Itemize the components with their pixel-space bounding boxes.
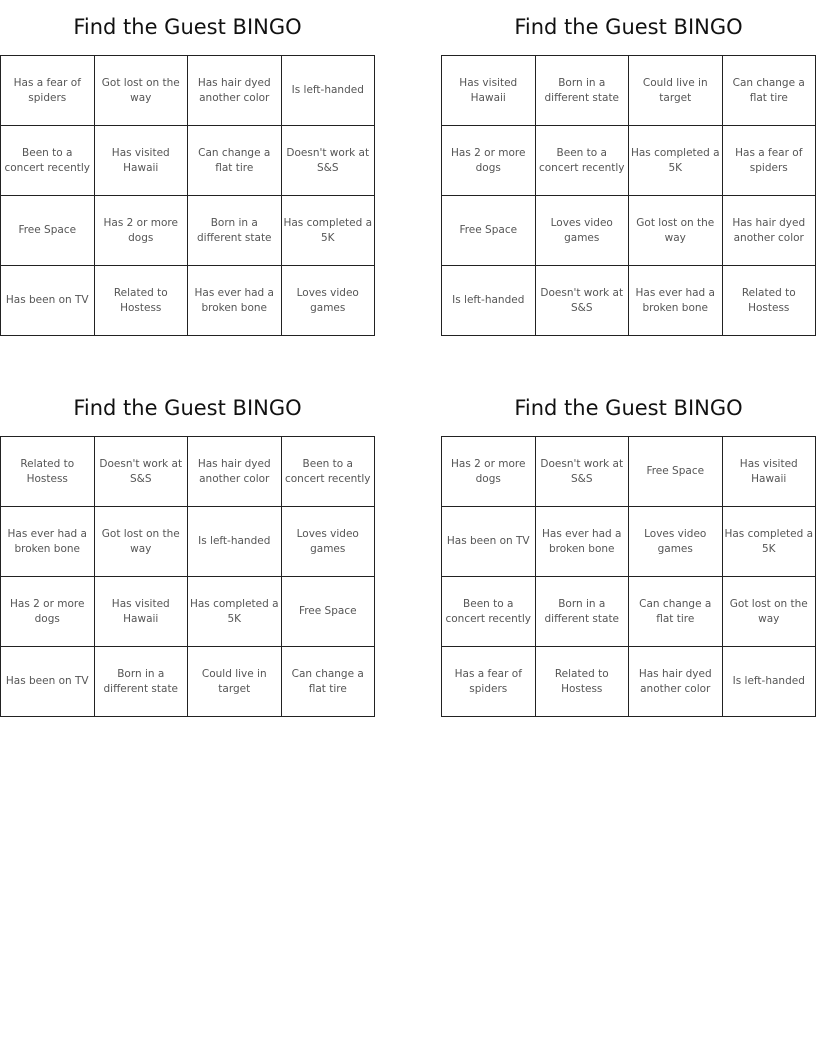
bingo-cell: Doesn't work at S&S (535, 266, 629, 336)
bingo-cell: Born in a different state (535, 577, 629, 647)
bingo-row (442, 577, 816, 647)
bingo-cell: Born in a different state (188, 196, 282, 266)
bingo-cell: Has ever had a broken bone (188, 266, 282, 336)
bingo-grid (0, 55, 375, 336)
bingo-grid (441, 55, 816, 336)
bingo-row (442, 507, 816, 577)
bingo-row (1, 126, 375, 196)
bingo-cell: Has a fear of spiders (1, 56, 95, 126)
bingo-cell: Has a fear of spiders (722, 126, 816, 196)
bingo-cell: Has hair dyed another color (188, 56, 282, 126)
bingo-row (1, 647, 375, 717)
bingo-cell: Has completed a 5K (188, 577, 282, 647)
bingo-cell: Has ever had a broken bone (535, 507, 629, 577)
bingo-cell: Loves video games (281, 507, 375, 577)
bingo-cell: Could live in target (629, 56, 723, 126)
bingo-cell: Has visited Hawaii (94, 126, 188, 196)
bingo-cell: Has visited Hawaii (94, 577, 188, 647)
bingo-cell: Is left-handed (188, 507, 282, 577)
bingo-cell: Loves video games (629, 507, 723, 577)
bingo-grid (0, 436, 375, 717)
card-title: Find the Guest BINGO (514, 396, 743, 420)
bingo-row (442, 266, 816, 336)
bingo-row (442, 437, 816, 507)
bingo-cell: Has hair dyed another color (722, 196, 816, 266)
bingo-cell: Born in a different state (94, 647, 188, 717)
bingo-row (1, 577, 375, 647)
bingo-row (442, 126, 816, 196)
bingo-cell: Related to Hostess (1, 437, 95, 507)
card-title: Find the Guest BINGO (73, 396, 302, 420)
card-title: Find the Guest BINGO (73, 15, 302, 39)
bingo-cell: Been to a concert recently (442, 577, 536, 647)
bingo-row (1, 437, 375, 507)
bingo-row (442, 196, 816, 266)
bingo-cell: Can change a flat tire (188, 126, 282, 196)
bingo-cell: Has hair dyed another color (629, 647, 723, 717)
bingo-cell: Can change a flat tire (629, 577, 723, 647)
bingo-cell: Can change a flat tire (722, 56, 816, 126)
bingo-row (442, 56, 816, 126)
bingo-row (1, 196, 375, 266)
bingo-cell: Is left-handed (442, 266, 536, 336)
bingo-cell: Doesn't work at S&S (535, 437, 629, 507)
bingo-row (1, 507, 375, 577)
bingo-cell: Has 2 or more dogs (94, 196, 188, 266)
bingo-cell: Free Space (281, 577, 375, 647)
bingo-cell: Loves video games (281, 266, 375, 336)
bingo-cell: Has visited Hawaii (722, 437, 816, 507)
bingo-row (1, 56, 375, 126)
bingo-cell: Free Space (442, 196, 536, 266)
bingo-grid (441, 436, 816, 717)
bingo-cell: Has 2 or more dogs (442, 437, 536, 507)
bingo-cell: Related to Hostess (535, 647, 629, 717)
bingo-cell: Free Space (1, 196, 95, 266)
bingo-row (1, 266, 375, 336)
bingo-cell: Can change a flat tire (281, 647, 375, 717)
card-title: Find the Guest BINGO (514, 15, 743, 39)
bingo-cell: Been to a concert recently (1, 126, 95, 196)
bingo-cell: Has been on TV (442, 507, 536, 577)
bingo-cell: Related to Hostess (94, 266, 188, 336)
bingo-cell: Has visited Hawaii (442, 56, 536, 126)
bingo-cell: Has completed a 5K (281, 196, 375, 266)
bingo-cell: Has ever had a broken bone (1, 507, 95, 577)
bingo-cell: Has completed a 5K (629, 126, 723, 196)
bingo-cell: Been to a concert recently (281, 437, 375, 507)
bingo-cell: Been to a concert recently (535, 126, 629, 196)
bingo-cell: Born in a different state (535, 56, 629, 126)
bingo-cell: Has 2 or more dogs (442, 126, 536, 196)
bingo-cell: Free Space (629, 437, 723, 507)
bingo-cell: Got lost on the way (94, 56, 188, 126)
bingo-cell: Has been on TV (1, 647, 95, 717)
bingo-cell: Has a fear of spiders (442, 647, 536, 717)
bingo-cell: Has ever had a broken bone (629, 266, 723, 336)
bingo-cell: Has hair dyed another color (188, 437, 282, 507)
bingo-cell: Is left-handed (281, 56, 375, 126)
bingo-cell: Got lost on the way (629, 196, 723, 266)
bingo-cell: Loves video games (535, 196, 629, 266)
bingo-cell: Is left-handed (722, 647, 816, 717)
bingo-cell: Related to Hostess (722, 266, 816, 336)
bingo-cell: Has completed a 5K (722, 507, 816, 577)
bingo-cell: Has 2 or more dogs (1, 577, 95, 647)
bingo-cell: Got lost on the way (94, 507, 188, 577)
bingo-cell: Doesn't work at S&S (281, 126, 375, 196)
bingo-cell: Got lost on the way (722, 577, 816, 647)
bingo-cell: Has been on TV (1, 266, 95, 336)
bingo-cell: Could live in target (188, 647, 282, 717)
bingo-row (442, 647, 816, 717)
bingo-cell: Doesn't work at S&S (94, 437, 188, 507)
